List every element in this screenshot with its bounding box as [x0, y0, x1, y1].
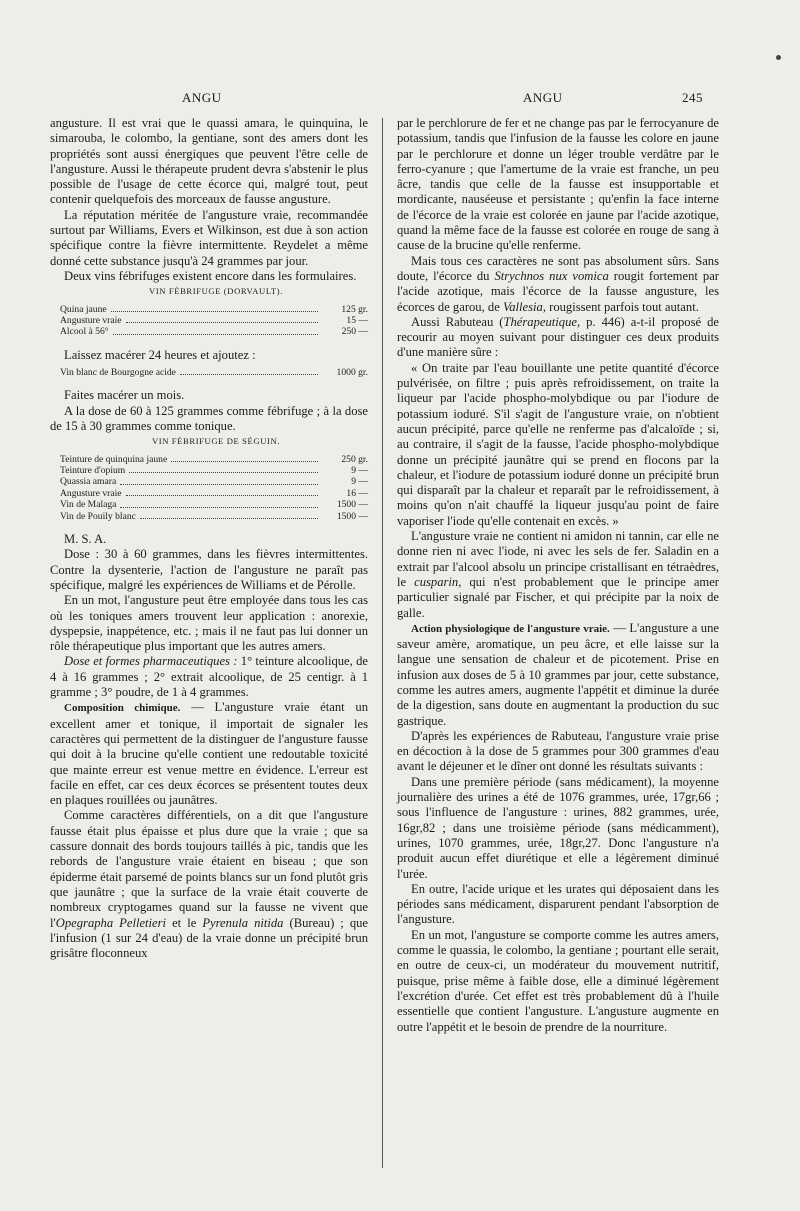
- recipe-list: [60, 367, 368, 378]
- paragraph: Deux vins fébrifuges existent encore dans les formulaires.: [64, 268, 357, 283]
- recipe-ingredient: [60, 499, 368, 510]
- recipe-list: [60, 454, 368, 522]
- formula-mark: M. S. A.: [64, 532, 107, 547]
- recipe-ingredient: [60, 367, 368, 378]
- dot-leader: [171, 454, 318, 462]
- ingredient-name: Alcool à 56°: [60, 326, 109, 338]
- running-head-right: ANGU: [523, 90, 563, 105]
- paragraph: Dose : 30 à 60 grammes, dans les fièvres intermittentes. Contre la dysenterie, l'action de l'angusture ne paraît pas spécifique, malgré les expériences de Williams et de Pérolle.: [50, 547, 368, 592]
- paragraph: Mais tous ces caractères ne sont pas absolument sûrs. Sans doute, l'écorce du Strychnos nux vomica rougit fortement par l'acide azotique, mais l'écorce de la fausse angusture, les écorces de garou, de Vallesia, rougissent parfois tout autant.: [397, 253, 719, 314]
- paragraph: En outre, l'acide urique et les urates qui déposaient dans les périodes sans médicament, disparurent pendant l'absorption de l'angusture.: [397, 881, 719, 927]
- dot-leader: [126, 315, 318, 323]
- dot-leader: [113, 326, 318, 334]
- paragraph: Dans une première période (sans médicament), la moyenne journalière des urines a été de 1076 grammes, urée, 17gr,66 ; sous l'influence de l'angusture : urines, 882 grammes, urée, 16gr,82 ; dans une troisième période (sans médicamment), urines, 1070 grammes, urée, 18gr,27. Donc l'angusture n'a produit aucun effet diurétique et elle a légèrement diminué l'urée.: [397, 774, 719, 881]
- ingredient-quantity: 1500 —: [336, 499, 368, 511]
- ingredient-name: Vin de Malaga: [60, 499, 117, 511]
- paragraph: En un mot, l'angusture peut être employée dans tous les cas où les toniques amers trouvent leur application : anorexie, dyspepsie, inappétence, etc. ; mais il ne faut pas lui donner un rôle thérapeutique plus important que les autres amers.: [50, 593, 368, 654]
- ingredient-quantity: 125 gr.: [341, 303, 368, 315]
- paragraph: Laissez macérer 24 heures et ajoutez :: [64, 347, 256, 362]
- paragraph: angusture. Il est vrai que le quassi amara, le quinquina, le simarouba, le colombo, la gentiane, sont des amers dont les propriétés sont aussi énergiques que peuvent l'être celle de l'angusture. Aussi le thérapeute prudent devra s'abstenir le plus possible de l'usage de cette écorce qui, malgré tout, peut contenir quelquefois des morceaux de fausse angusture.: [50, 116, 368, 207]
- paragraph: A la dose de 60 à 125 grammes comme fébrifuge ; à la dose de 15 à 30 grammes comme tonique.: [50, 403, 368, 434]
- ingredient-name: Vin blanc de Bourgogne acide: [60, 367, 176, 379]
- recipe-ingredient: [60, 315, 368, 326]
- dot-leader: [111, 304, 318, 312]
- right-column: [397, 116, 719, 1035]
- left-column: [50, 116, 368, 961]
- ingredient-quantity: 1000 gr.: [336, 367, 368, 379]
- paragraph: Dose et formes pharmaceutiques : 1° teinture alcoolique, de 4 à 16 grammes ; 2° extrait alcoolique, de 25 centigr. à 1 gramme ; 3° poudre, de 1 à 4 grammes.: [50, 654, 368, 700]
- paragraph: Action physiologique de l'angusture vraie. — L'angusture a une saveur amère, aromatique, un peu âcre, et elle laisse sur la langue une sensation de chaleur et de picotement. Prise en infusion aux doses de 5 à 10 grammes par jour, cette substance, comme les autres amers, augmente l'appétit et diminue la durée de la digestion, sans doute en augmentant la production du suc gastrique.: [397, 620, 719, 728]
- paragraph: L'angusture vraie ne contient ni amidon ni tannin, car elle ne donne rien ni avec l'iode, ni avec les sels de fer. Saladin en a extrait par l'alcool absolu un principe cristallisant en tétraèdres, le cusparin, qui n'est probablement que le principe amer particulier signalé par Fischer, et qui précipite par la noix de galle.: [397, 529, 719, 620]
- ingredient-name: Vin de Pouily blanc: [60, 510, 136, 522]
- ingredient-quantity: 250 gr.: [341, 453, 368, 465]
- page-number: 245: [682, 90, 703, 105]
- recipe-title: VIN FÉBRIFUGE (DORVAULT).: [149, 286, 283, 297]
- paragraph: Aussi Rabuteau (Thérapeutique, p. 446) a-t-il proposé de recourir au moyen suivant pour distinguer ces deux produits d'une manière sûre :: [397, 314, 719, 360]
- ink-speck: [776, 55, 781, 60]
- ingredient-name: Angusture vraie: [60, 487, 122, 499]
- ingredient-name: Teinture de quinquina jaune: [60, 453, 168, 465]
- recipe-list: [60, 304, 368, 338]
- ingredient-quantity: 1500 —: [336, 510, 368, 522]
- dot-leader: [120, 499, 318, 507]
- recipe-ingredient: [60, 326, 368, 337]
- paragraph: Faites macérer un mois.: [64, 388, 185, 403]
- dot-leader: [180, 367, 318, 375]
- ingredient-name: Quassia amara: [60, 476, 117, 488]
- running-head-left: ANGU: [182, 90, 222, 105]
- paragraph: D'après les expériences de Rabuteau, l'angusture vraie prise en décoction à la dose de 5 grammes pour 300 grammes d'eau avant le déjeuner et le dîner ont donné les résultats suivants :: [397, 728, 719, 774]
- paragraph: Composition chimique. — L'angusture vraie étant un excellent amer et tonique, il importait de signaler les caractères qui permettent de la distinguer de l'angusture fausse qui doit à la brucine qu'elle contient une redoutable toxicité que mainte erreur est venue mettre en évidence. L'erreur est facile en effet, car ces deux écorces se présentent toutes deux en plaques rouillées ou jaunâtres.: [50, 700, 369, 808]
- dot-leader: [129, 465, 318, 473]
- ingredient-quantity: 9 —: [351, 476, 368, 488]
- ingredient-name: Teinture d'opium: [60, 465, 126, 477]
- paragraph: par le perchlorure de fer et ne change pas par le ferrocyanure de potassium, tandis que l'infusion de la fausse les colore en jaune par le perchlorure et donne un léger trouble verdâtre par le ferro-cyanure ; que l'amertume de la vraie est franche, un peu âcre, tandis que celle de la fausse est insupportable et mordicante, nauséeuse et persistante ; qu'enfin la face interne de l'écorce de la vraie est colorée en jaune par l'acide azotique, quand la même face de la fausse est colorée en rouge de sang à cause de la brucine qu'elle renferme.: [397, 116, 719, 253]
- ingredient-quantity: 9 —: [351, 465, 368, 477]
- recipe-ingredient: [60, 454, 368, 465]
- recipe-title: VIN FÉBRIFUGE DE SÉGUIN.: [151, 436, 281, 447]
- dot-leader: [140, 511, 318, 519]
- recipe-ingredient: [60, 511, 368, 522]
- dot-leader: [120, 476, 318, 484]
- quotation: « On traite par l'eau bouillante une petite quantité d'écorce pulvérisée, on filtre ; puis après refroidissement, on traite la liqueur par l'acide phospho-molybdique ou par l'iodure de potassium ioduré. S'il s'agit de l'angusture vraie, on n'obtient aucun précipité, parce qu'elle ne renferme pas d'alcaloïde ; si, au contraire, il s'agit de la fausse, l'acide phospho-molybdique donne un précipité jaunâtre qui se prend en flocons par la chaleur, et l'iodure de potassium ioduré donne un précipité brun qui disparaît par la chaleur et reparaît par le refroidissement, à moins qu'on n'ait chauffé la liqueur jusqu'au point de faire vaporiser l'iode qu'elle contenait en excès. »: [397, 360, 719, 528]
- recipe-ingredient: [60, 465, 368, 476]
- column-divider: [382, 118, 383, 1168]
- ingredient-quantity: 250 —: [341, 326, 368, 338]
- ingredient-name: Angusture vraie: [60, 314, 122, 326]
- ingredient-name: Quina jaune: [60, 303, 107, 315]
- recipe-ingredient: [60, 304, 368, 315]
- paragraph: En un mot, l'angusture se comporte comme les autres amers, comme le quassia, le colombo, la gentiane ; pourtant elle serait, en outre de ceux-ci, un modérateur du mouvement nutritif, puisque, prise même à faible dose, elle a diminué légèrement l'excrétion d'urée. Cet effet est très probablement dû à l'huile essentielle que contient l'angusture. L'angusture augmente en outre l'appétit et le besoin de prendre de la nourriture.: [397, 927, 719, 1034]
- paragraph: Comme caractères différentiels, on a dit que l'angusture fausse était plus épaisse et plus dure que la vraie ; que sa cassure donnait des bords toujours taillés à pic, tandis que les rebords de l'angusture vraie étaient en biseau ; que son épiderme était parsemé de points blancs sur un fond plutôt gris que jaunâtre ; que la surface de la vraie était couverte de nombreux cryptogames quand sur la fausse ne vivent que l'Opegrapha Pelletieri et le Pyrenula nitida (Bureau) ; que l'infusion (1 sur 24 d'eau) de la vraie donne un précipité brun grisâtre floconneux: [50, 808, 369, 961]
- recipe-ingredient: [60, 488, 368, 499]
- ingredient-quantity: 16 —: [346, 487, 368, 499]
- section-heading: Composition chimique.: [64, 702, 181, 715]
- ingredient-quantity: 15 —: [346, 314, 368, 326]
- dot-leader: [126, 488, 318, 496]
- section-heading: Action physiologique de l'angusture vraie.: [411, 622, 610, 635]
- section-lead: Dose et formes pharmaceutiques :: [64, 654, 238, 669]
- recipe-ingredient: [60, 476, 368, 487]
- paragraph: La réputation méritée de l'angusture vraie, recommandée surtout par Williams, Evers et Wilkinson, est due à son action spécifique contre la fièvre intermittente. Reydelet a même donné cette substance jusqu'à 24 grammes par jour.: [50, 207, 368, 268]
